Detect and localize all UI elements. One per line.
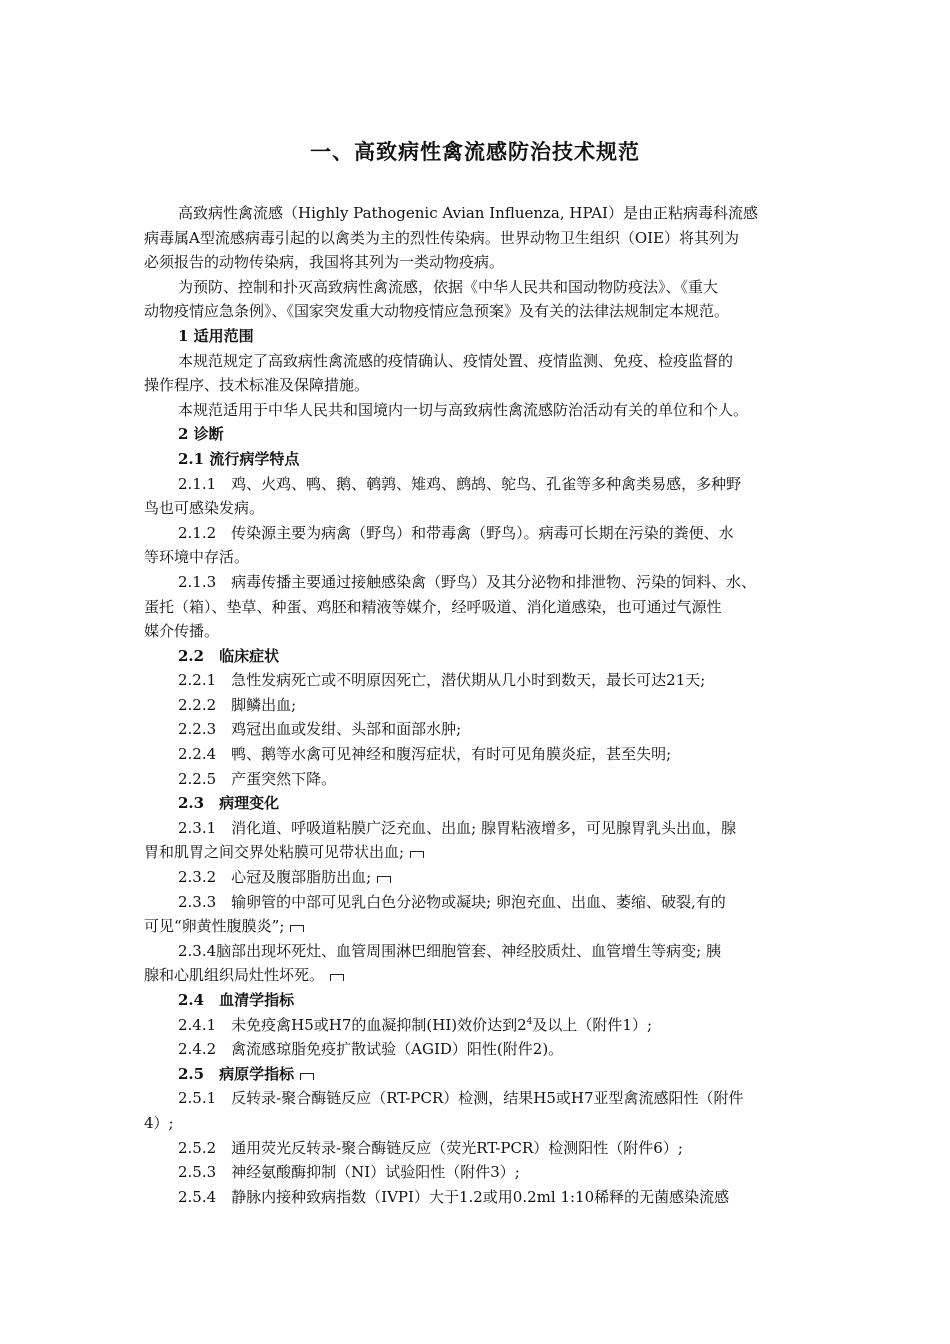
subsection-heading: 2.1 流行病学特点 <box>178 449 300 468</box>
paragraph-line: 2.5.4 静脉内接种致病指数（IVPI）大于1.2或用0.2ml 1:10稀释的无菌感染流感 <box>178 1187 730 1206</box>
paragraph-line: 必须报告的动物传染病，我国将其列为一类动物疫病。 <box>144 253 505 272</box>
paragraph-line: 2.3.1 消化道、呼吸道粘膜广泛充血、出血; 腺胃粘液增多，可见腺胃乳头出血，腺 <box>178 818 736 837</box>
paragraph-line: 2.5.3 神经氨酸酶抑制（NI）试验阳性（附件3）; <box>178 1163 520 1182</box>
paragraph-line: 鸟也可感染发病。 <box>144 499 265 518</box>
document-body <box>144 201 812 1209</box>
paragraph-line <box>144 914 812 939</box>
paragraph-line: 2.1.3 病毒传播主要通过接触感染禽（野鸟）及其分泌物和排泄物、污染的饲料、水、 <box>178 572 757 591</box>
paragraph-line <box>144 865 812 890</box>
paragraph-line: 等环境中存活。 <box>144 548 250 567</box>
paragraph-line: 本规范规定了高致病性禽流感的疫情确认、疫情处置、疫情监测、免疫、检疫监督的 <box>178 351 734 370</box>
paragraph-line <box>144 1013 812 1038</box>
paragraph-line: 蛋托（箱）、垫草、种蛋、鸡胚和精液等媒介，经呼吸道、消化道感染，也可通过气源性 <box>144 597 722 616</box>
superscript-exponent: 4 <box>526 1016 533 1027</box>
subsection-heading: 2.3 病理变化 <box>178 794 280 813</box>
paragraph-line: 2.3.3 输卵管的中部可见乳白色分泌物或凝块; 卵泡充血、出血、萎缩、破裂,有的 <box>178 892 726 911</box>
subsection-heading <box>144 1062 812 1087</box>
paragraph-line: 2.2.4 鸭、鹅等水禽可见神经和腹泻症状，有时可见角膜炎症，甚至失明; <box>178 745 672 764</box>
subsection-heading: 2.4 血清学指标 <box>178 991 295 1009</box>
paragraph-line <box>144 963 812 988</box>
paragraph-line: 为预防、控制和扑灭高致病性禽流感，依据《中华人民共和国动物防疫法》、《重大 <box>178 277 719 296</box>
return-mark-icon <box>290 925 304 932</box>
paragraph-line: 2.5.1 反转录-聚合酶链反应（RT-PCR）检测，结果H5或H7亚型禽流感阳性（附件 <box>178 1089 744 1108</box>
line-text: 可见“卵黄性腹膜炎”; <box>144 917 285 936</box>
paragraph-line: 2.5.2 通用荧光反转录-聚合酶链反应（荧光RT-PCR）检测阳性（附件6）; <box>178 1138 683 1157</box>
line-text: 胃和肌胃之间交界处粘膜可见带状出血; <box>144 843 405 862</box>
section-heading: 1 适用范围 <box>178 326 254 345</box>
paragraph-line: 4）; <box>144 1113 174 1132</box>
paragraph-line: 动物疫情应急条例》、《国家突发重大动物疫情应急预案》及有关的法律法规制定本规范。 <box>144 302 730 321</box>
paragraph-line: 2.1.2 传染源主要为病禽（野鸟）和带毒禽（野鸟）。病毒可长期在污染的粪便、水 <box>178 523 734 542</box>
line-text: 2.4.1 未免疫禽H5或H7的血凝抑制(HI)效价达到2 <box>178 1015 527 1034</box>
paragraph-line: 2.2.3 鸡冠出血或发绀、头部和面部水肿; <box>178 720 462 739</box>
subsection-heading: 2.2 临床症状 <box>178 646 280 665</box>
paragraph-line: 2.3.4脑部出现坏死灶、血管周围淋巴细胞管套、神经胶质灶、血管增生等病变; 胰 <box>178 941 721 960</box>
line-text: 及以上（附件1）; <box>532 1015 653 1034</box>
paragraph-line: 病毒属A型流感病毒引起的以禽类为主的烈性传染病。世界动物卫生组织（OIE）将其列为 <box>144 228 740 247</box>
paragraph-line: 高致病性禽流感（Highly Pathogenic Avian Influenza, HPAI）是由正粘病毒科流感 <box>178 204 758 222</box>
paragraph-line: 本规范适用于中华人民共和国境内一切与高致病性禽流感防治活动有关的单位和个人。 <box>178 400 749 419</box>
paragraph-line: 2.2.5 产蛋突然下降。 <box>178 769 337 788</box>
paragraph-line: 2.2.1 急性发病死亡或不明原因死亡，潜伏期从几小时到数天，最长可达21天; <box>178 671 706 690</box>
line-text: 2.5 病原学指标 <box>178 1064 295 1083</box>
paragraph-line: 操作程序、技术标准及保障措施。 <box>144 376 370 395</box>
line-text: 2.3.2 心冠及腹部脂肪出血; <box>178 868 372 887</box>
paragraph-line <box>144 840 812 865</box>
document-title: 一、高致病性禽流感防治技术规范 <box>310 139 640 164</box>
line-text: 腺和心肌组织局灶性坏死。 <box>144 966 325 985</box>
paragraph-line: 媒介传播。 <box>144 622 220 641</box>
paragraph-line: 2.2.2 脚鳞出血; <box>178 695 297 714</box>
paragraph-line: 2.4.2 禽流感琼脂免疫扩散试验（AGID）阳性(附件2)。 <box>178 1040 564 1059</box>
section-heading: 2 诊断 <box>178 425 224 444</box>
return-mark-icon <box>377 876 391 883</box>
paragraph-line: 2.1.1 鸡、火鸡、鸭、鹅、鹌鹑、雉鸡、鹧鸪、鸵鸟、孔雀等多种禽类易感，多种野 <box>178 474 742 493</box>
return-mark-icon <box>410 851 424 858</box>
return-mark-icon <box>330 974 344 981</box>
return-mark-icon <box>300 1073 314 1080</box>
